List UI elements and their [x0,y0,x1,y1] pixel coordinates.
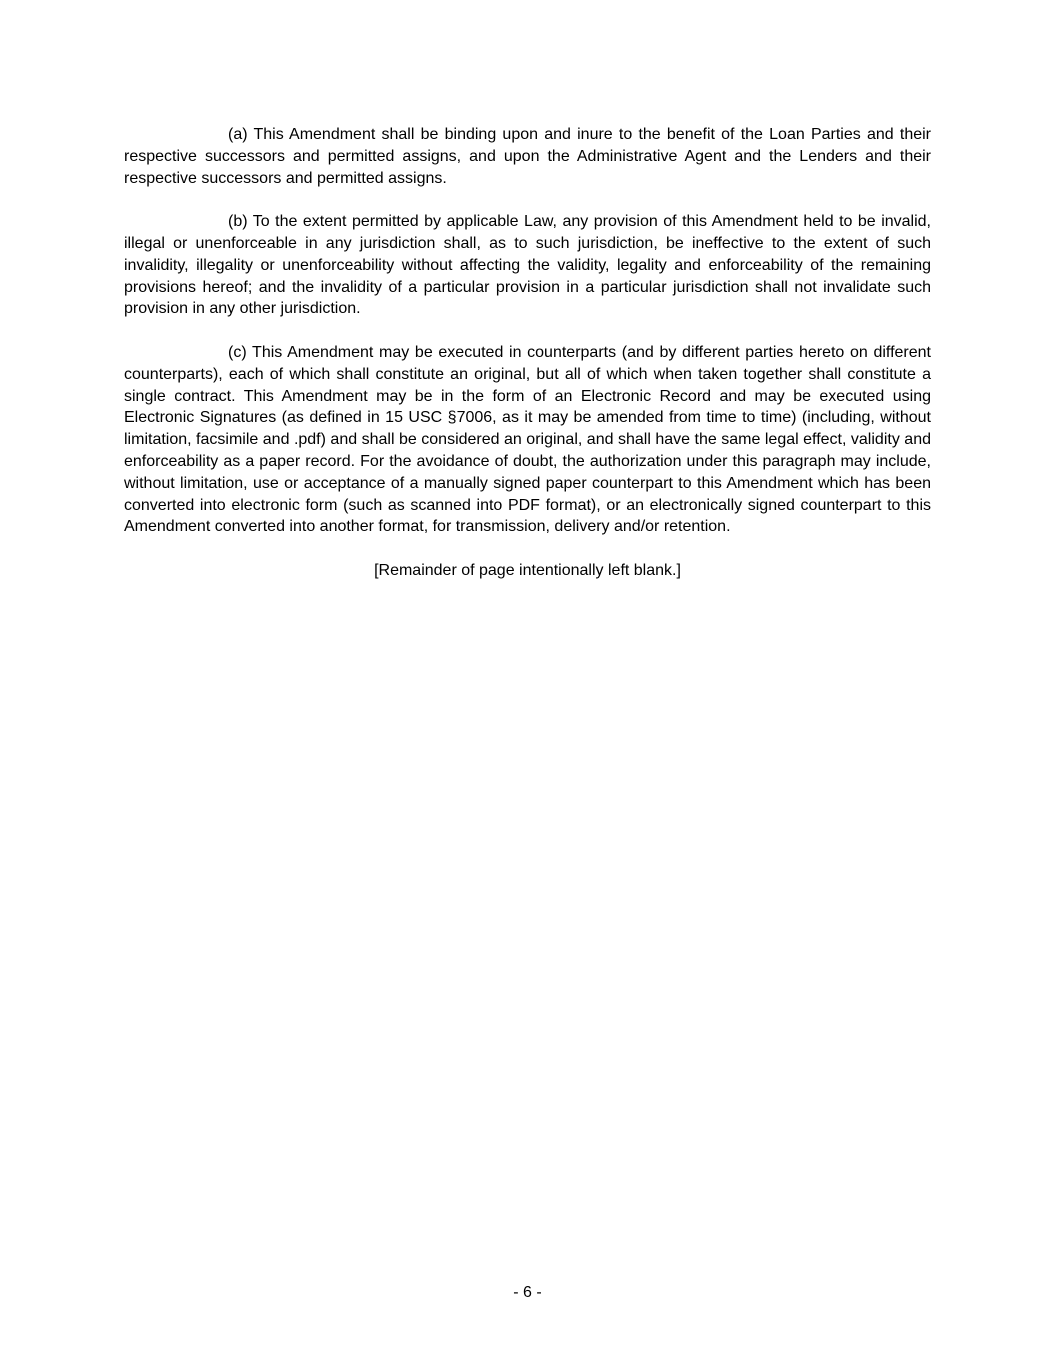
remainder-note: [Remainder of page intentionally left blank.] [374,561,681,579]
paragraph-a: (a) This Amendment shall be binding upon and inure to the benefit of the Loan Parties and their respective successors and permitted assigns, and upon the Administrative Agent and the Lenders and their respective successors and permitted assigns. [124,126,931,187]
page-number: - 6 - [513,1284,542,1301]
document-body [124,124,931,582]
paragraph-c: (c) This Amendment may be executed in counterparts (and by different parties hereto on different counterparts), each of which shall constitute an original, but all of which when taken together shall constitute a single contract. This Amendment may be in the form of an Electronic Record and may be executed using Electronic Signatures (as defined in 15 USC §7006, as it may be amended from time to time) (including, without limitation, facsimile and .pdf) and shall be considered an original, and shall have the same legal effect, validity and enforceability as a paper record. For the avoidance of doubt, the authorization under this paragraph may include, without limitation, use or acceptance of a manually signed paper counterpart to this Amendment which has been converted into electronic form (such as scanned into PDF format), or an electronically signed counterpart to this Amendment converted into another format, for transmission, delivery and/or retention. [124,343,931,536]
paragraph-b: (b) To the extent permitted by applicable Law, any provision of this Amendment held to be invalid, illegal or unenforceable in any jurisdiction shall, as to such jurisdiction, be ineffective to the extent of such invalidity, illegality or unenforceability without affecting the validity, legality and enforceability of the remaining provisions hereof; and the invalidity of a particular provision in a particular jurisdiction shall not invalidate such provision in any other jurisdiction. [124,213,931,318]
